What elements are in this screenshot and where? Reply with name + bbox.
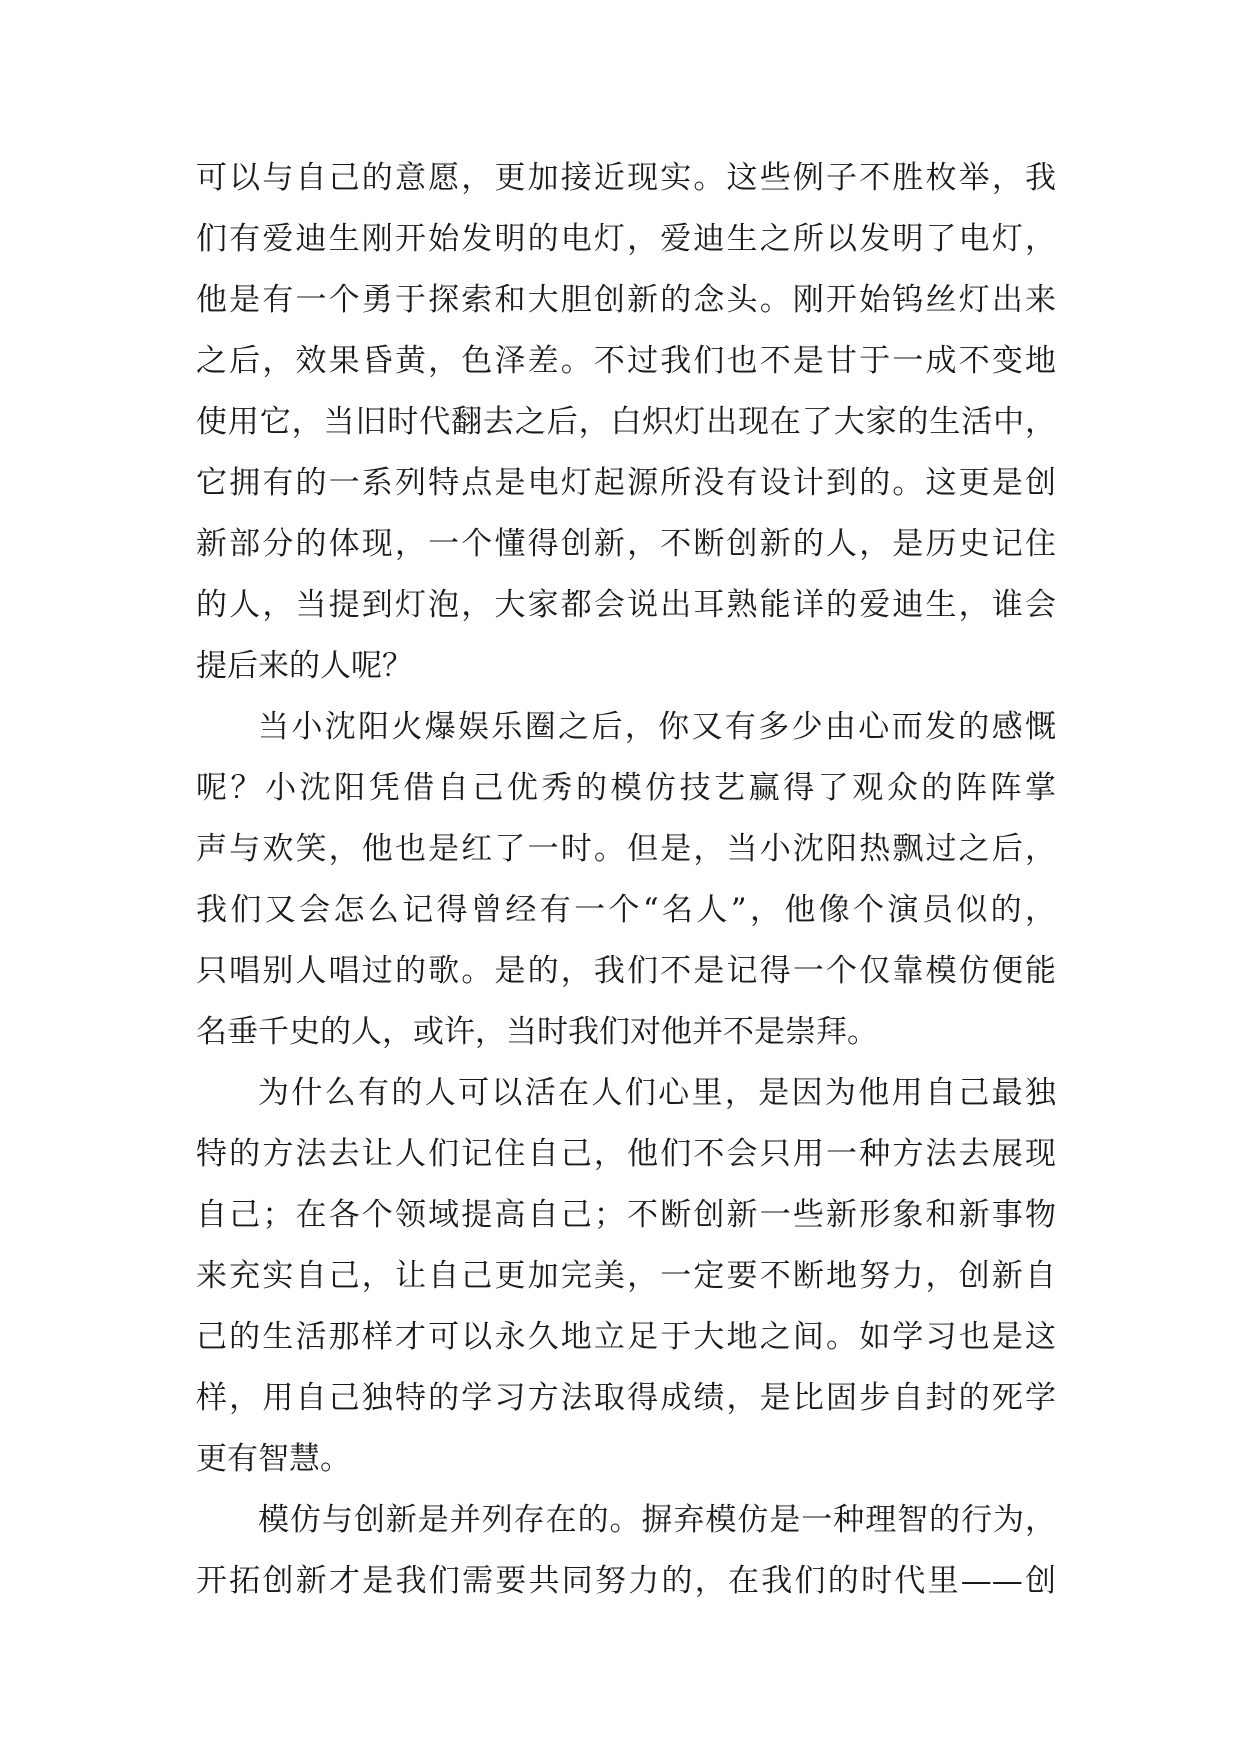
- text-line: 样，用自己独特的学习方法取得成绩，是比固步自封的死学: [196, 1380, 1056, 1416]
- text-line: 新部分的体现，一个懂得创新，不断创新的人，是历史记住: [196, 526, 1056, 562]
- text-line: 声与欢笑，他也是红了一时。但是，当小沈阳热飘过之后，: [196, 831, 1056, 867]
- paragraph: [196, 158, 1056, 687]
- text-line: 名垂千史的人，或许，当时我们对他并不是崇拜。: [196, 1014, 878, 1050]
- text-line: 自己；在各个领域提高自己；不断创新一些新形象和新事物: [196, 1197, 1056, 1233]
- text-line: 之后，效果昏黄，色泽差。不过我们也不是甘于一成不变地: [196, 343, 1056, 379]
- text-line: 特的方法去让人们记住自己，他们不会只用一种方法去展现: [196, 1136, 1056, 1172]
- paragraph: [196, 1500, 1056, 1602]
- text-line: 来充实自己，让自己更加完美，一定要不断地努力，创新自: [196, 1258, 1056, 1294]
- text-line: 它拥有的一系列特点是电灯起源所没有设计到的。这更是创: [196, 465, 1056, 501]
- text-line: 可以与自己的意愿，更加接近现实。这些例子不胜枚举，我: [196, 160, 1056, 196]
- document-body: [196, 158, 1056, 1622]
- text-line: 他是有一个勇于探索和大胆创新的念头。刚开始钨丝灯出来: [196, 282, 1056, 318]
- text-line: 己的生活那样才可以永久地立足于大地之间。如学习也是这: [196, 1319, 1056, 1355]
- text-line: 使用它，当旧时代翻去之后，白炽灯出现在了大家的生活中，: [196, 404, 1056, 440]
- text-line: 呢？小沈阳凭借自己优秀的模仿技艺赢得了观众的阵阵掌: [196, 770, 1056, 806]
- text-line: 模仿与创新是并列存在的。摒弃模仿是一种理智的行为，: [258, 1502, 1056, 1538]
- text-line: 只唱别人唱过的歌。是的，我们不是记得一个仅靠模仿便能: [196, 953, 1056, 989]
- text-line: 开拓创新才是我们需要共同努力的，在我们的时代里——创: [196, 1563, 1056, 1599]
- text-line: 们有爱迪生刚开始发明的电灯，爱迪生之所以发明了电灯，: [196, 221, 1056, 257]
- text-line: 提后来的人呢？: [196, 648, 413, 684]
- text-line: 当小沈阳火爆娱乐圈之后，你又有多少由心而发的感慨: [258, 709, 1056, 745]
- paragraph: [196, 707, 1056, 1053]
- text-line: 我们又会怎么记得曾经有一个“名人”，他像个演员似的，: [196, 892, 1056, 928]
- text-line: 的人，当提到灯泡，大家都会说出耳熟能详的爱迪生，谁会: [196, 587, 1056, 623]
- text-line: 为什么有的人可以活在人们心里，是因为他用自己最独: [258, 1075, 1056, 1111]
- text-line: 更有智慧。: [196, 1441, 351, 1477]
- paragraph: [196, 1073, 1056, 1480]
